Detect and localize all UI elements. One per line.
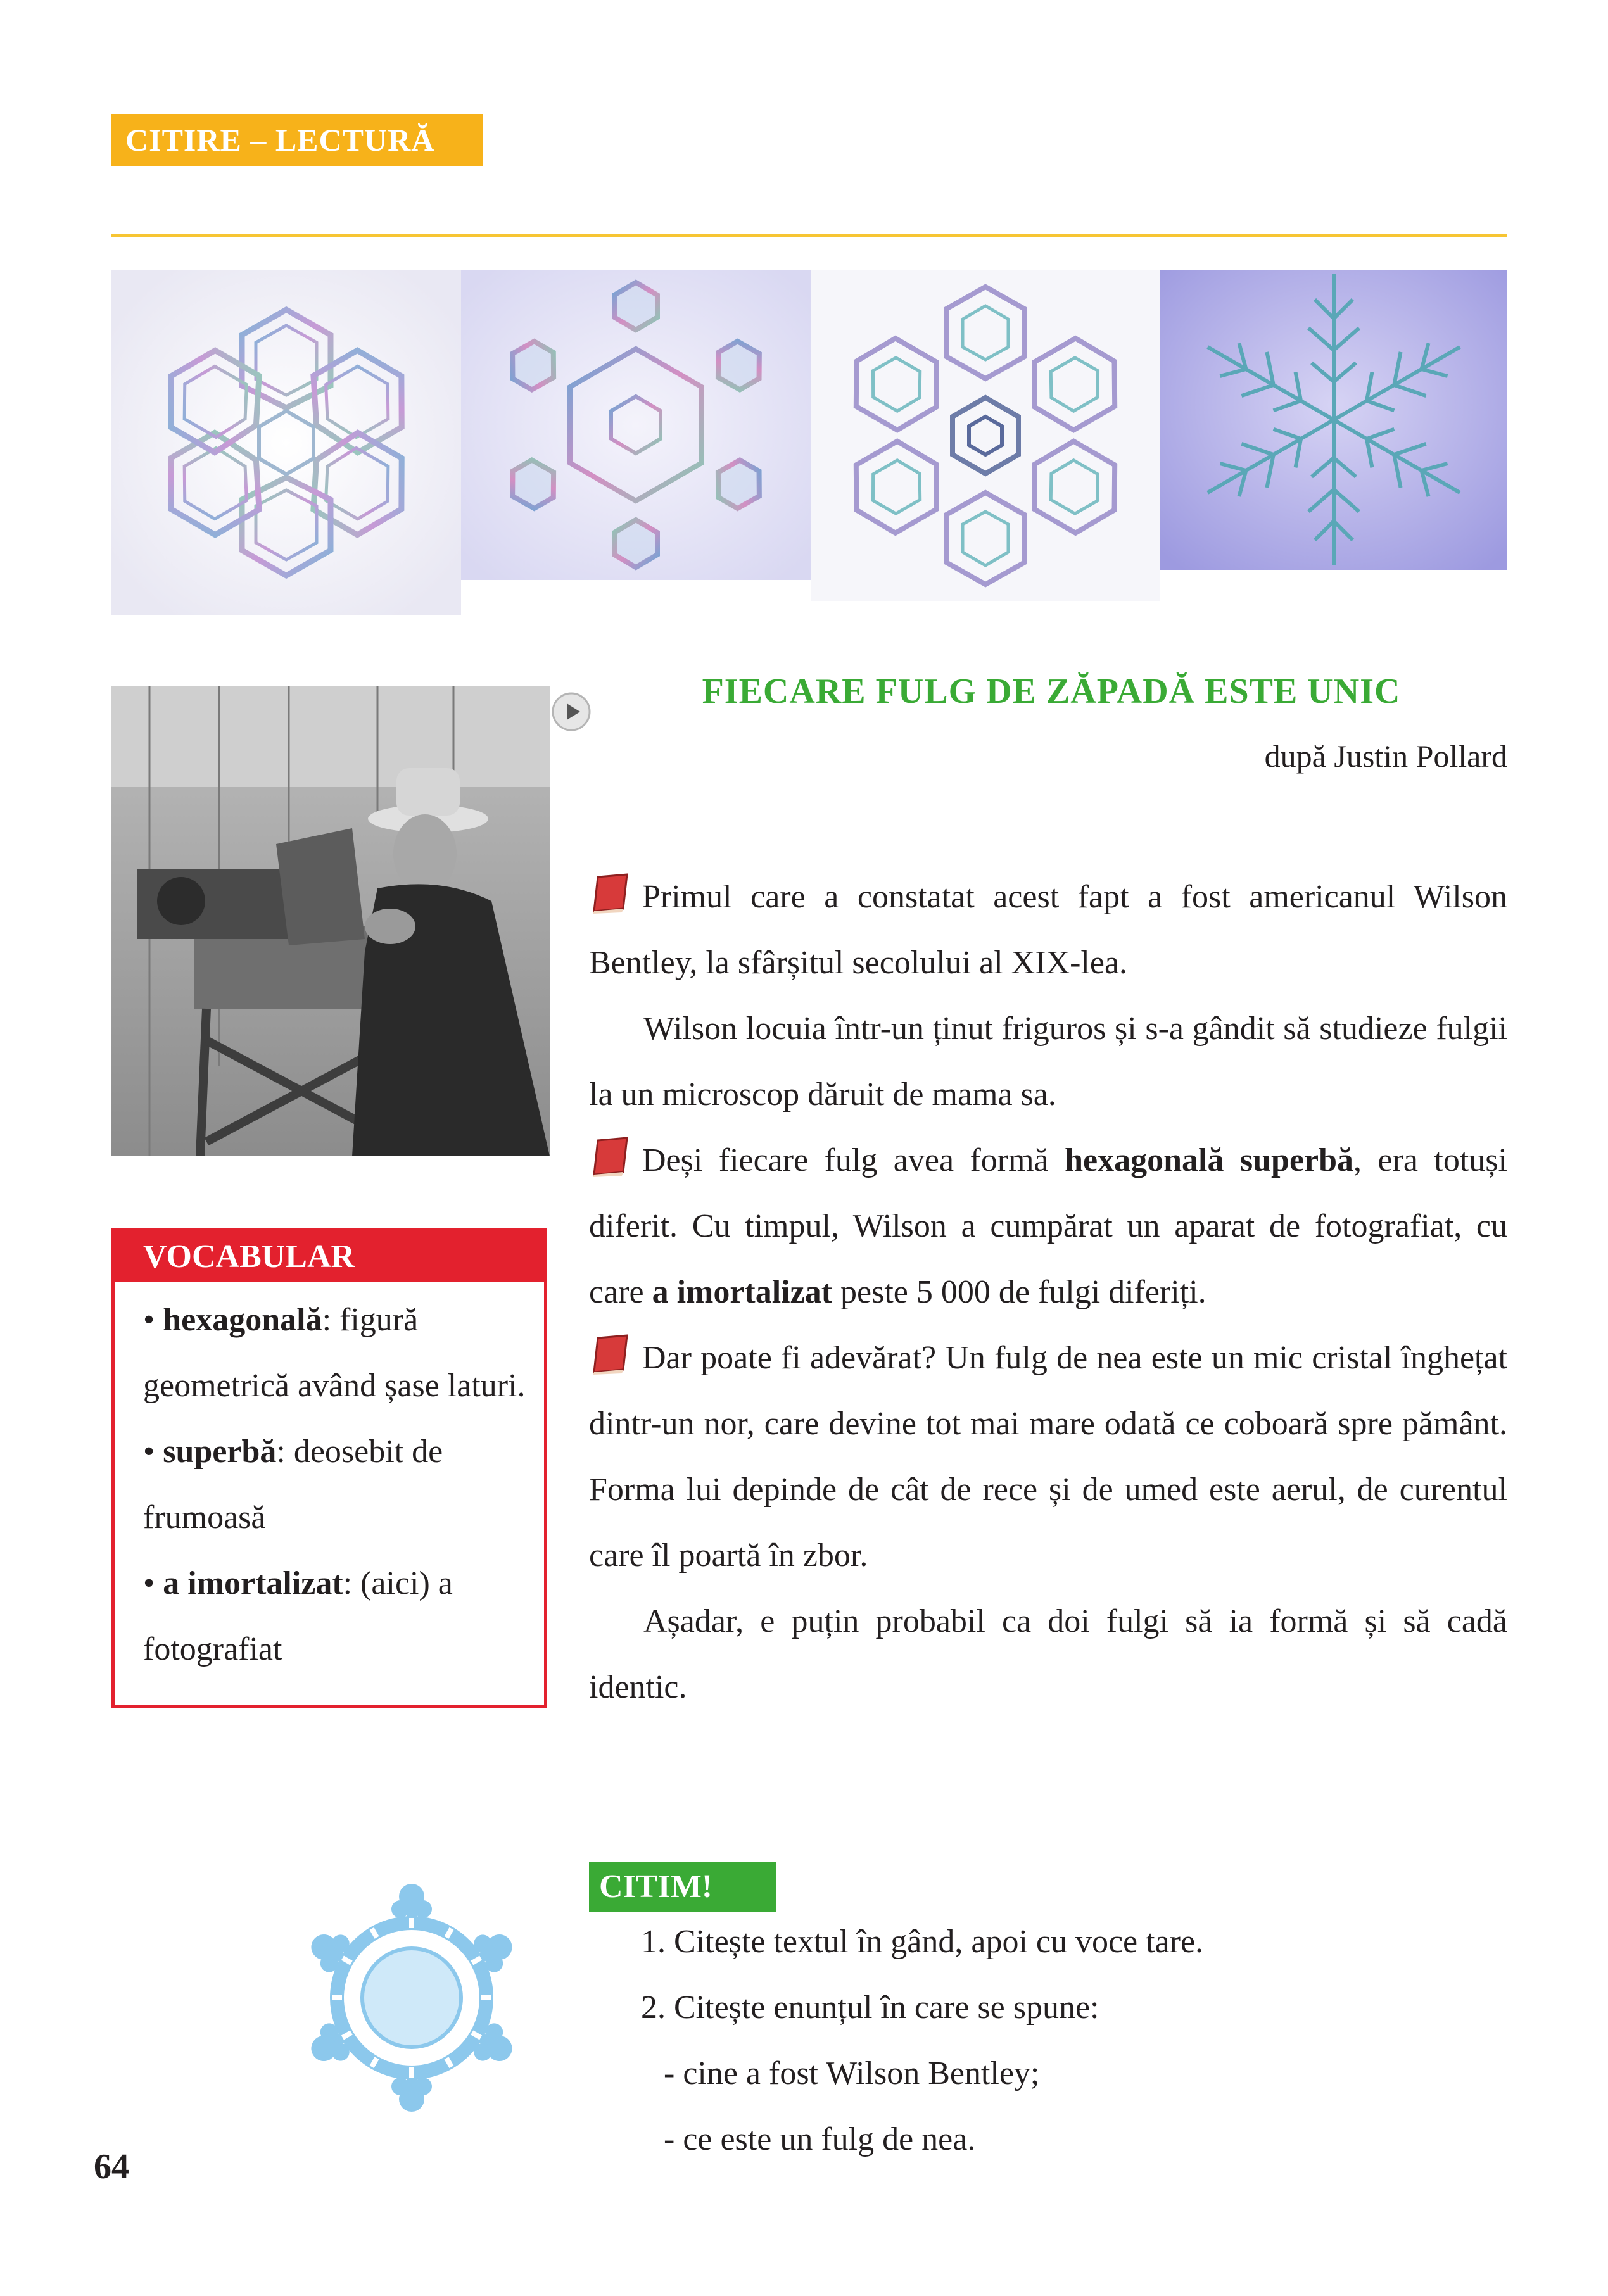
snowflake-photo-1 [111, 270, 461, 615]
vocabulary-list [115, 1282, 544, 1682]
paragraph-3: Deși fiecare fulg avea formă hexagonală superbă, era totuși diferit. Cu timpul, Wilson a cumpărat un aparat de fotografiat, cu care a imortalizat peste 5 000 de fulgi diferiți. [589, 1128, 1507, 1325]
exercise-2: 2. Citește enunțul în care se spune: [641, 1990, 1099, 2026]
vocabulary-heading: VOCABULAR [115, 1232, 544, 1282]
keyword-a-imortalizat: a imortalizat [652, 1274, 833, 1310]
page-number: 64 [94, 2147, 129, 2186]
red-book-icon [589, 1134, 631, 1176]
keyword-hexagonala-superba: hexagonală superbă [1065, 1142, 1354, 1178]
snowflake-photo-3 [811, 270, 1160, 601]
story-author: după Justin Pollard [1264, 738, 1507, 774]
snowflake-photo-2 [461, 270, 811, 580]
vocabulary-item: • hexagonală: figură geometrică având șase laturi. [143, 1302, 526, 1404]
paragraph-4: Dar poate fi adevărat? Un fulg de nea este un mic cristal înghețat dintr-un nor, care devine tot mai mare odată ce coboară spre pământ. Forma lui depinde de cât de rece și de umed este aerul, de curentul care îl poartă în zbor. [589, 1325, 1507, 1589]
vocabulary-item: • superbă: deosebit de frumoasă [143, 1434, 443, 1536]
exercise-1: 1. Citește textul în gând, apoi cu voce tare. [641, 1924, 1204, 1960]
story-text [589, 864, 1507, 1720]
story-title: FIECARE FULG DE ZĂPADĂ ESTE UNIC [702, 672, 1401, 711]
paragraph-1: Primul care a constatat acest fapt a fost americanul Wilson Bentley, la sfârșitul secolului al XIX-lea. [589, 864, 1507, 996]
snowflake-decoration-icon [298, 1884, 526, 2112]
red-book-icon [589, 871, 631, 912]
vocabulary-box [111, 1228, 547, 1708]
header-divider [111, 234, 1507, 237]
exercise-2-sub-1: - cine a fost Wilson Bentley; [664, 2055, 1040, 2091]
paragraph-2: Wilson locuia într-un ținut friguros și s-a gândit să studieze fulgii la un microscop dăruit de mama sa. [589, 1011, 1507, 1113]
section-label: CITIRE – LECTURĂ [111, 114, 483, 166]
exercises-heading: CITIM! [589, 1862, 776, 1912]
exercise-2-sub-2: - ce este un fulg de nea. [664, 2121, 976, 2157]
paragraph-5: Așadar, e puțin probabil ca doi fulgi să ia formă și să cadă identic. [589, 1603, 1507, 1705]
wilson-bentley-photo [111, 686, 550, 1156]
snowflake-photo-4 [1160, 270, 1507, 570]
red-book-icon [589, 1332, 631, 1373]
exercises-list [589, 1909, 1507, 2173]
vocabulary-item: • a imortalizat: (aici) a fotografiat [143, 1565, 453, 1667]
play-audio-icon[interactable] [551, 691, 592, 732]
